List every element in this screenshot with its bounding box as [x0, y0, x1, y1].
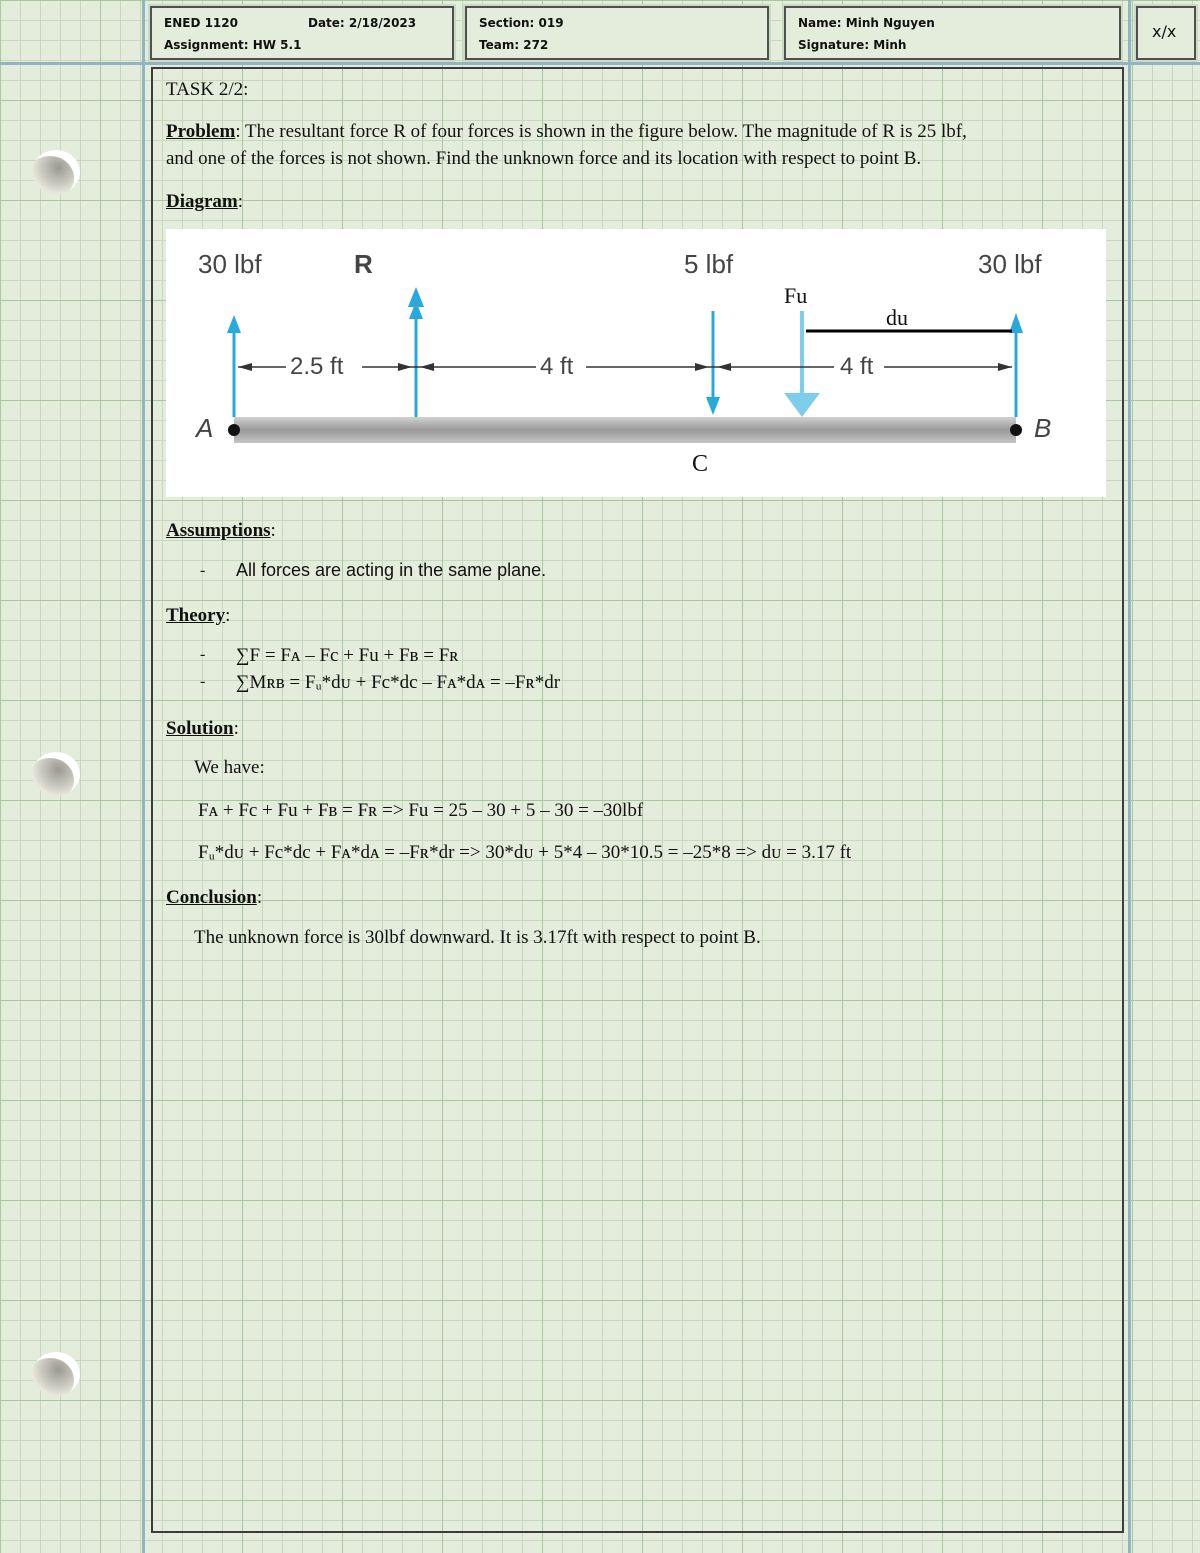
problem-heading: Problem — [166, 121, 236, 142]
arrow-fu-head — [784, 393, 820, 417]
solution-line-2: Fᵤ*dᴜ + Fc*dc + Fᴀ*dᴀ = –Fʀ*dr => 30*dᴜ + 5*4 – 30*10.5 = –25*8 => dᴜ = 3.17 ft — [198, 842, 852, 863]
dim-arrow-2 — [398, 363, 412, 371]
bullet-dash: - — [200, 673, 206, 690]
theory-eq-2: ∑Mʀʙ = Fᵤ*dᴜ + Fc*dc – Fᴀ*dᴀ = –Fʀ*dr — [236, 672, 561, 693]
label-point-c: C — [692, 451, 709, 477]
problem-section — [166, 118, 1106, 172]
signature-label: Signature: Minh — [798, 38, 907, 52]
dim-arrow-6 — [998, 363, 1012, 371]
point-b-dot — [1010, 424, 1022, 436]
assumptions-heading: Assumptions — [166, 520, 271, 541]
conclusion-heading: Conclusion — [166, 887, 257, 908]
solution-heading-row: Solution: — [166, 718, 239, 739]
label-dim-2-5ft: 2.5 ft — [290, 353, 344, 380]
label-30lbf-b: 30 lbf — [978, 249, 1042, 279]
right-margin-grid — [1132, 0, 1200, 1553]
label-point-b: B — [1034, 413, 1052, 443]
label-dim-4ft-2: 4 ft — [840, 353, 874, 380]
label-point-a: A — [196, 413, 214, 443]
theory-heading: Theory — [166, 605, 226, 626]
diagram-heading-row: Diagram: — [166, 191, 244, 212]
conclusion-heading-row: Conclusion: — [166, 887, 263, 908]
dim-arrow-4 — [695, 363, 709, 371]
team-label: Team: 272 — [479, 38, 549, 52]
force-diagram — [166, 229, 1106, 497]
label-fu: Fu — [784, 283, 808, 308]
solution-intro: We have: — [194, 757, 265, 778]
assumption-item: All forces are acting in the same plane. — [236, 560, 547, 580]
header-section-box — [465, 6, 769, 60]
header-rule — [0, 62, 1200, 65]
label-du: du — [886, 305, 908, 330]
margin-line-left — [142, 0, 145, 1553]
name-label: Name: Minh Nguyen — [798, 16, 935, 30]
label-5lbf: 5 lbf — [684, 249, 734, 279]
dim-arrow-5 — [717, 363, 731, 371]
dim-arrow-3 — [420, 363, 434, 371]
label-r: R — [354, 249, 373, 279]
beam — [234, 417, 1016, 443]
dim-arrow-1 — [238, 363, 252, 371]
bullet-dash: - — [200, 646, 206, 663]
problem-text-2: and one of the forces is not shown. Find the unknown force and its location with respect to point B. — [166, 148, 922, 169]
point-a-dot — [228, 424, 240, 436]
header-course-box — [150, 6, 454, 60]
theory-eq-1: ∑F = Fᴀ – Fc + Fu + Fʙ = Fʀ — [236, 645, 459, 666]
solution-heading: Solution — [166, 718, 234, 739]
conclusion-text: The unknown force is 30lbf downward. It is 3.17ft with respect to point B. — [194, 927, 761, 948]
assumptions-heading-row: Assumptions: — [166, 520, 276, 541]
page-number: x/x — [1152, 22, 1177, 41]
theory-heading-row: Theory: — [166, 605, 231, 626]
binder-hole-middle — [32, 752, 80, 796]
margin-line-right — [1128, 0, 1131, 1553]
date-label: Date: 2/18/2023 — [308, 16, 417, 30]
problem-text-1: : The resultant force R of four forces is shown in the figure below. The magnitude of R is 25 lbf, — [235, 121, 967, 142]
header-page-box — [1136, 6, 1196, 60]
header-name-box — [784, 6, 1121, 60]
section-label: Section: 019 — [479, 16, 564, 30]
assignment-label: Assignment: HW 5.1 — [164, 38, 302, 52]
diagram-heading: Diagram — [166, 191, 238, 212]
arrow-c-head — [706, 397, 720, 415]
solution-line-1: Fᴀ + Fc + Fu + Fʙ = Fʀ => Fu = 25 – 30 + 5 – 30 = –30lbf — [198, 800, 644, 821]
task-title: TASK 2/2: — [166, 79, 249, 100]
binder-hole-top — [32, 150, 80, 194]
binder-hole-bottom — [32, 1352, 80, 1396]
label-dim-4ft-1: 4 ft — [540, 353, 574, 380]
arrow-a-head — [227, 315, 241, 333]
bullet-dash: - — [200, 562, 206, 579]
course-label: ENED 1120 — [164, 16, 238, 30]
label-30lbf-a: 30 lbf — [198, 249, 262, 279]
